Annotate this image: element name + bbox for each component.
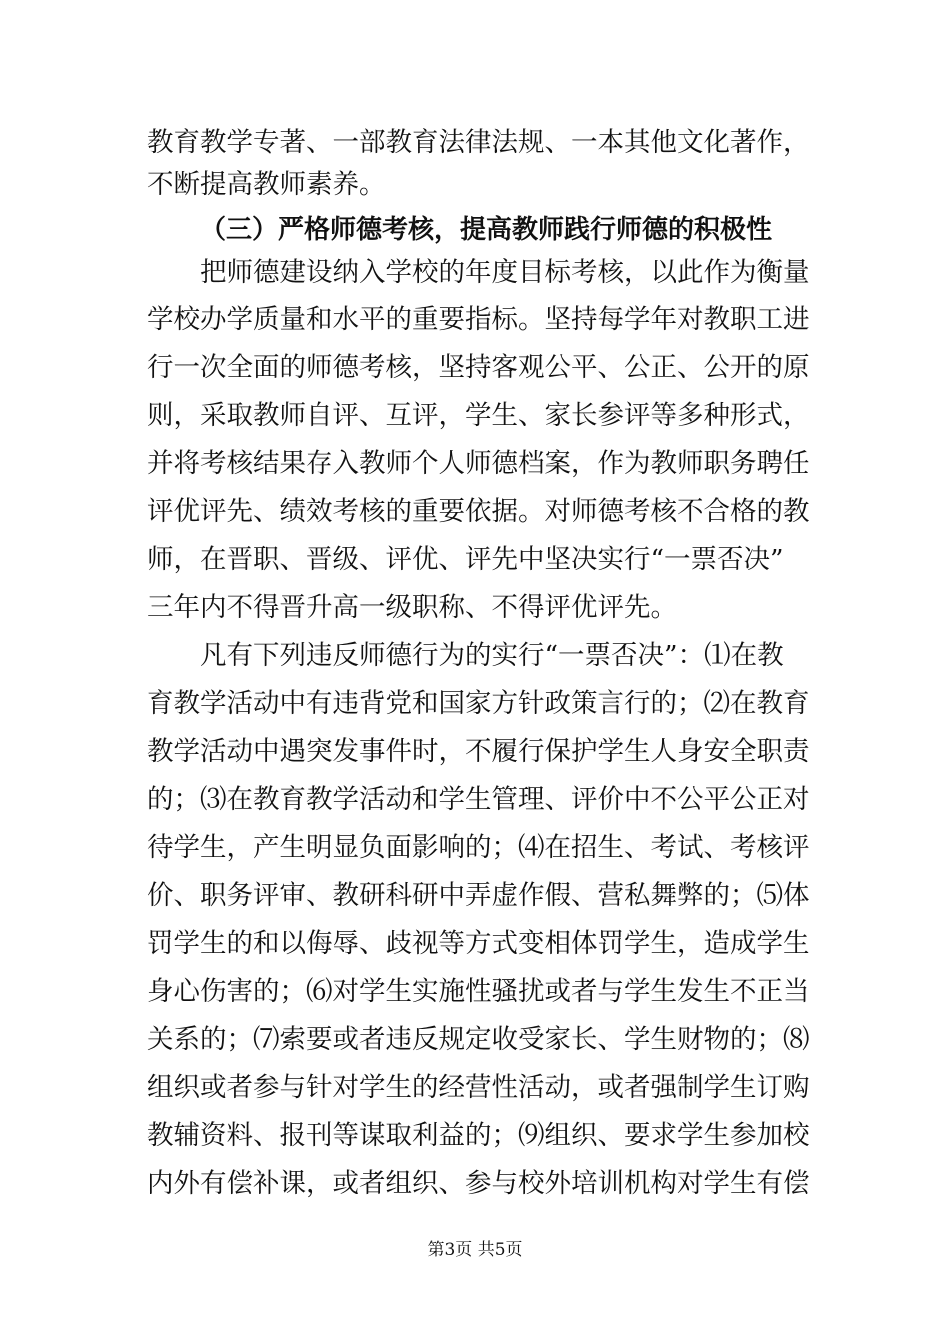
- body-text-line: 凡有下列违反师德行为的实行“一票否决”：⑴在教: [200, 640, 784, 671]
- body-text-line: 则，采取教师自评、互评，学生、家长参评等多种形式，: [147, 400, 810, 431]
- body-text-line: 评优评先、绩效考核的重要依据。对师德考核不合格的教: [147, 496, 810, 527]
- body-text-line: 并将考核结果存入教师个人师德档案，作为教师职务聘任: [147, 448, 810, 479]
- section-heading: （三）严格师德考核，提高教师践行师德的积极性: [200, 215, 773, 245]
- body-text-line: 学校办学质量和水平的重要指标。坚持每学年对教职工进: [147, 304, 810, 335]
- body-text-line: 内外有偿补课，或者组织、参与校外培训机构对学生有偿: [147, 1168, 810, 1199]
- body-text-line: 把师德建设纳入学校的年度目标考核，以此作为衡量: [200, 257, 810, 288]
- body-text-line: 教辅资料、报刊等谋取利益的；⑼组织、要求学生参加校: [147, 1120, 810, 1151]
- body-text-line: 的；⑶在教育教学活动和学生管理、评价中不公平公正对: [147, 784, 810, 815]
- body-text-line: 三年内不得晋升高一级职称、不得评优评先。: [147, 592, 677, 623]
- body-text-line: 教学活动中遇突发事件时，不履行保护学生人身安全职责: [147, 736, 810, 767]
- body-text-line: 行一次全面的师德考核，坚持客观公平、公正、公开的原: [147, 352, 810, 383]
- body-text-line: 师，在晋职、晋级、评优、评先中坚决实行“一票否决”: [147, 544, 784, 575]
- body-text-line: 待学生，产生明显负面影响的；⑷在招生、考试、考核评: [147, 832, 810, 863]
- body-text-line: 育教学活动中有违背党和国家方针政策言行的；⑵在教育: [147, 688, 810, 719]
- body-text-line: 关系的；⑺索要或者违反规定收受家长、学生财物的；⑻: [147, 1024, 810, 1055]
- body-text-line: 组织或者参与针对学生的经营性活动，或者强制学生订购: [147, 1072, 810, 1103]
- body-text-line: 罚学生的和以侮辱、歧视等方式变相体罚学生，造成学生: [147, 928, 810, 959]
- body-text-line: 不断提高教师素养。: [147, 169, 386, 200]
- body-text-line: 教育教学专著、一部教育法律法规、一本其他文化著作，: [147, 127, 810, 158]
- body-text-line: 价、职务评审、教研科研中弄虚作假、营私舞弊的；⑸体: [147, 880, 810, 911]
- body-text-line: 身心伤害的；⑹对学生实施性骚扰或者与学生发生不正当: [147, 976, 810, 1007]
- page-number-footer: 第3页 共5页: [427, 1240, 523, 1260]
